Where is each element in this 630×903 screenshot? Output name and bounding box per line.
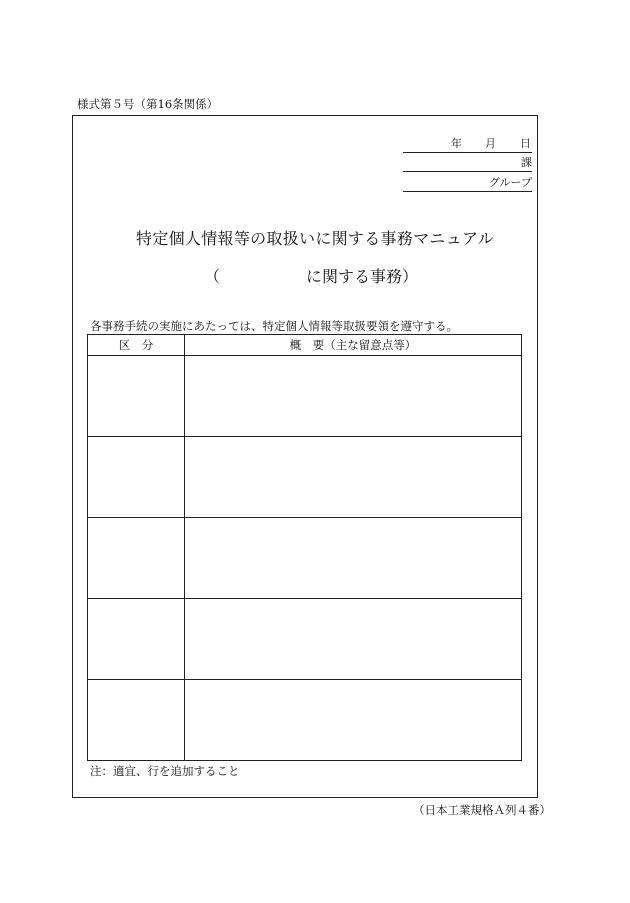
- summary-cell[interactable]: [185, 356, 522, 437]
- table-row: [88, 356, 522, 437]
- table-row: [88, 599, 522, 680]
- table-header-row: [88, 335, 522, 356]
- table-row: [88, 680, 522, 761]
- header-category: 区 分: [88, 335, 185, 356]
- section-line[interactable]: [403, 157, 532, 172]
- form-number: 様式第５号（第16条関係）: [77, 97, 219, 111]
- group-label: グループ: [488, 176, 532, 189]
- category-cell[interactable]: [88, 437, 185, 518]
- group-line[interactable]: [403, 177, 532, 192]
- table-row: [88, 437, 522, 518]
- category-cell[interactable]: [88, 356, 185, 437]
- category-cell[interactable]: [88, 518, 185, 599]
- summary-cell[interactable]: [185, 437, 522, 518]
- table-row: [88, 518, 522, 599]
- subtitle-open-paren: （: [204, 267, 221, 286]
- category-cell[interactable]: [88, 599, 185, 680]
- summary-cell[interactable]: [185, 599, 522, 680]
- category-cell[interactable]: [88, 680, 185, 761]
- subtitle-text: に関する事務）: [306, 267, 419, 286]
- instruction-text: 各事務手続の実施にあたっては、特定個人情報等取扱要領を遵守する。: [90, 319, 458, 333]
- day-label: 日: [520, 137, 531, 150]
- date-line[interactable]: [403, 138, 532, 153]
- year-label: 年: [451, 137, 462, 150]
- footnote: 注：適宜、行を追加すること: [90, 764, 240, 778]
- paper-size-note: （日本工業規格Ａ列４番）: [413, 803, 551, 817]
- header-summary: 概 要（主な留意点等）: [185, 335, 522, 356]
- manual-table: [87, 334, 522, 761]
- summary-cell[interactable]: [185, 680, 522, 761]
- summary-cell[interactable]: [185, 518, 522, 599]
- document-title: 特定個人情報等の取扱いに関する事務マニュアル: [136, 229, 494, 248]
- section-label: 課: [521, 156, 532, 169]
- month-label: 月: [485, 137, 496, 150]
